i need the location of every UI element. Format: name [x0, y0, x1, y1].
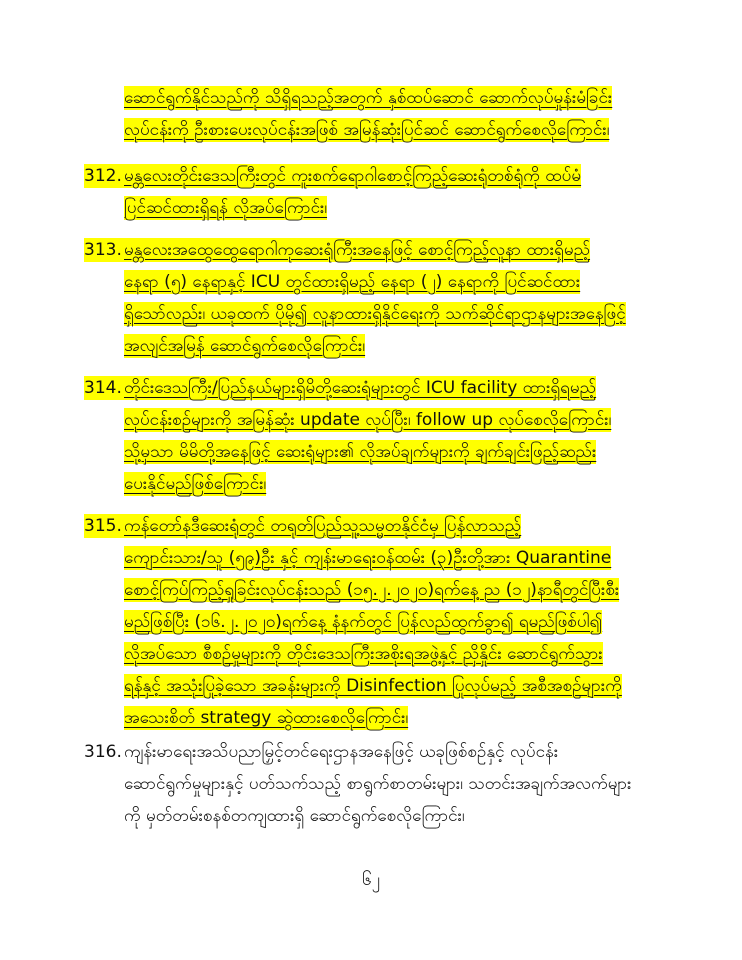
- highlighted-text: လိုအပ်သော စီစဉ်မှုများကို တိုင်းဒေသကြီးအစိုးရအဖွဲ့နှင့် ညှိနှိုင်း ဆောင်ရွက်သွား: [124, 644, 603, 664]
- text-line: [84, 542, 664, 574]
- body-text: ကျန်းမာရေးအသိပညာမြှင့်တင်ရေးဌာနအနေဖြင့် ယခုဖြစ်စဉ်နှင့် လုပ်ငန်း: [124, 742, 559, 762]
- highlighted-text: အလျင်အမြန် ဆောင်ရွက်စေလိုကြောင်း၊: [124, 336, 366, 356]
- paragraph-number: 312.: [84, 166, 122, 186]
- text-line: [84, 436, 664, 468]
- text-line: [84, 266, 664, 298]
- text-line: [84, 606, 664, 638]
- paragraph-314: [84, 372, 664, 500]
- text-line: [84, 574, 664, 606]
- paragraph-315: [84, 510, 664, 734]
- paragraph-number: 314.: [84, 378, 122, 398]
- text-line: [84, 800, 664, 832]
- text-line: [84, 702, 664, 734]
- highlighted-text: တိုင်းဒေသကြီး/ပြည်နယ်များရှိမိတို့ဆေးရုံများတွင် ICU facility ထားရှိရမည့်: [124, 378, 597, 398]
- text-line: [84, 234, 664, 266]
- paragraph-316: [84, 736, 664, 832]
- highlighted-text: ရှိသော်လည်း၊ ယခုထက် ပိုမို၍ လူနာထားရှိနိုင်ရေးကို သက်ဆိုင်ရာဌာနများအနေဖြင့်: [124, 304, 626, 324]
- highlighted-text: ပေးနိုင်မည်ဖြစ်ကြောင်း၊: [124, 474, 267, 494]
- body-text: ကို မှတ်တမ်းစနစ်တကျထားရှိ ဆောင်ရွက်စေလိုကြောင်း၊: [124, 806, 465, 826]
- text-line: [84, 736, 664, 768]
- highlighted-text: စောင့်ကြပ်ကြည့်ရှုခြင်းလုပ်ငန်းသည် (၁၅.၂.၂၀၂၀)ရက်နေ့ ည (၁၂)နာရီတွင်ပြီးစီး: [124, 580, 620, 600]
- paragraph-number: 313.: [84, 240, 122, 260]
- highlighted-text: မန္တလေးတိုင်းဒေသကြီးတွင် ကူးစက်ရောဂါစောင့်ကြည့်ဆေးရုံတစ်ရုံကို ထပ်မံ: [124, 166, 582, 186]
- text-line: [84, 468, 664, 500]
- highlighted-text: လုပ်ငန်းစဉ်များကို အမြန်ဆုံး update လုပ်ပြီး၊ follow up လုပ်စေလိုကြောင်း၊: [124, 410, 612, 430]
- highlighted-text: ရန်နှင့် အသုံးပြုခဲ့သော အခန်းများကို Disinfection ပြုလုပ်မည့် အစီအစဉ်များကို: [124, 676, 622, 696]
- highlighted-text: ကျောင်းသား/သူ (၅၉)ဦး နှင့် ကျန်းမာရေးဝန်ထမ်း (၃)ဦးတို့အား Quarantine: [124, 548, 612, 568]
- paragraph-313: [84, 234, 664, 362]
- text-line: [84, 114, 664, 146]
- highlighted-text: နေရာ (၅) နေရာနှင့် ICU တွင်ထားရှိမည့် နေရာ (၂) နေရာကို ပြင်ဆင်ထား: [124, 272, 581, 292]
- highlighted-text: မည်ဖြစ်ပြီး (၁၆.၂.၂၀၂၀)ရက်နေ့ နံနက်တွင် ပြန်လည်ထွက်ခွာ၍ ရမည်ဖြစ်ပါ၍: [124, 612, 603, 632]
- text-line: [84, 330, 664, 362]
- highlighted-text: သို့မှသာ မိမိတို့အနေဖြင့် ဆေးရုံများ၏ လိုအပ်ချက်များကို ချက်ချင်းဖြည့်ဆည်း: [124, 442, 597, 462]
- paragraph-number: 315.: [84, 516, 122, 536]
- body-text: ဆောင်ရွက်မှုများနှင့် ပတ်သက်သည့် စာရွက်စာတမ်းများ၊ သတင်းအချက်အလက်များ: [124, 774, 632, 794]
- text-line: [84, 638, 664, 670]
- highlighted-text: ကန်တော်နဒီဆေးရုံတွင် တရုတ်ပြည်သူ့သမ္မတနိုင်ငံမှ ပြန်လာသည့်: [124, 516, 522, 536]
- continuation-paragraph: [84, 82, 664, 146]
- paragraph-number: 316.: [84, 742, 122, 762]
- page-number: ၆၂: [362, 870, 380, 890]
- highlighted-text: ပြင်ဆင်ထားရှိရန် လိုအပ်ကြောင်း၊: [124, 198, 328, 218]
- text-line: [84, 192, 664, 224]
- highlighted-text: ဆောင်ရွက်နိုင်သည်ကို သိရှိရသည့်အတွက် နှစ်ထပ်ဆောင် ဆောက်လုပ်မှုန်းမံခြင်း: [124, 88, 613, 108]
- highlighted-text: မန္တလေးအထွေထွေရောဂါကုဆေးရုံကြီးအနေဖြင့် စောင့်ကြည့်လူနာ ထားရှိမည့်: [124, 240, 591, 260]
- paragraph-312: [84, 160, 664, 224]
- highlighted-text: အသေးစိတ် strategy ဆွဲထားစေလိုကြောင်း၊: [124, 708, 409, 728]
- text-line: [84, 510, 664, 542]
- text-line: [84, 160, 664, 192]
- text-line: [84, 670, 664, 702]
- text-line: [84, 404, 664, 436]
- highlighted-text: လုပ်ငန်းကို ဦးစားပေးလုပ်ငန်းအဖြစ် အမြန်ဆုံးပြင်ဆင် ဆောင်ရွက်စေလိုကြောင်း၊: [124, 120, 610, 140]
- text-line: [84, 768, 664, 800]
- text-line: [84, 298, 664, 330]
- text-line: [84, 372, 664, 404]
- text-line: [84, 82, 664, 114]
